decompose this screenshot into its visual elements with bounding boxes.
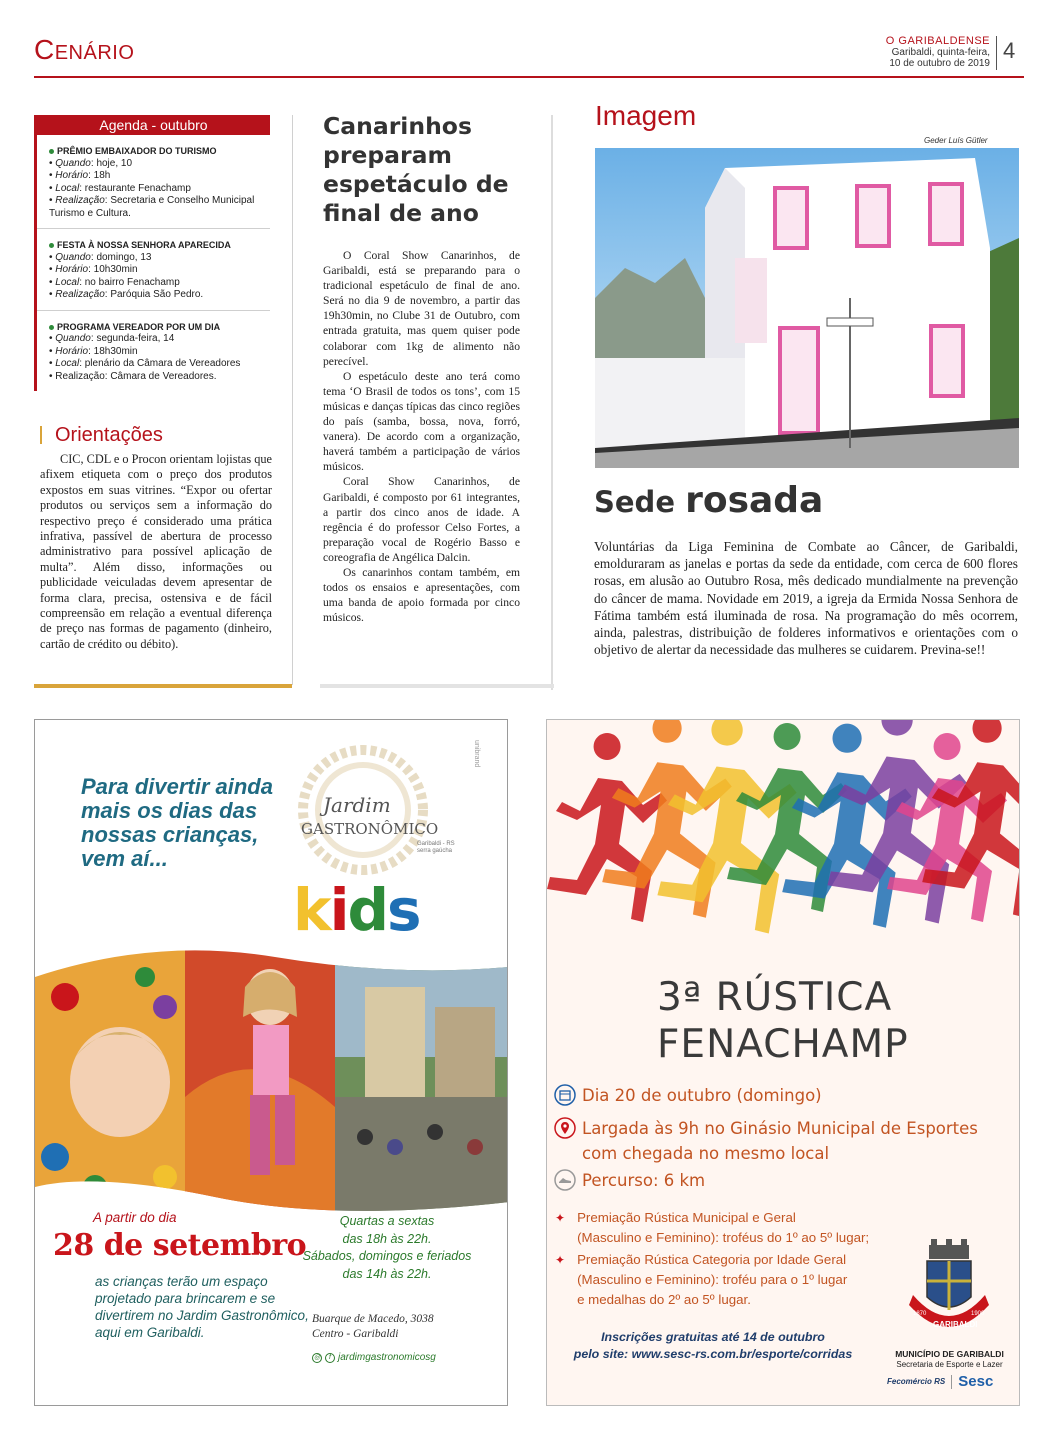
coat-of-arms-icon [899, 1235, 999, 1350]
agenda-label: Horário [55, 264, 89, 275]
article-body [323, 248, 520, 625]
banner-year-2: 1900 [971, 1311, 985, 1317]
agenda-label: Quando [55, 251, 91, 263]
event-distance [553, 1168, 705, 1193]
agenda-label: Quando [55, 157, 91, 169]
paper-name: O GARIBALDENSE [885, 35, 990, 47]
ad-description: as crianças terão um espaço projetado para brincarem e se divertirem no Jardim Gastronômico, aqui em Garibaldi. [95, 1274, 309, 1340]
agenda-value: domingo, 13 [96, 251, 152, 263]
ad-social [312, 1352, 436, 1363]
agenda-value: hoje, 10 [96, 157, 133, 169]
inscricoes-line-2: pelo site: www.sesc-rs.com.br/esporte/corridas [573, 1347, 853, 1361]
headline-part-2: rosada [685, 480, 824, 521]
page-separator [996, 36, 997, 70]
ad-photo-collage [35, 947, 508, 1215]
rustica-title-1: 3ª RÚSTICA [657, 975, 893, 1020]
article-paragraph: O Coral Show Canarinhos, de Garibaldi, está se preparando para o tradicional espetáculo de final de ano. Será no dia 9 de novembro, a partir das 19h30min, no Clube 31 de Outubro, com entrada gratuita, mas quem quiser pode colaborar com 1kg de alimento não perecível. [323, 249, 520, 368]
agenda-label: Realização [55, 289, 105, 300]
sesc-logo: Sesc [958, 1373, 994, 1390]
agenda-label: Realização [55, 195, 105, 206]
logo-sub-1: Garibaldi - RS [417, 841, 455, 847]
agenda-value: no bairro Fenachamp [84, 276, 180, 288]
hours-line: Quartas a sextas [339, 1214, 435, 1228]
premiacao-1 [555, 1208, 905, 1248]
ad-headline: Para divertir ainda mais os dias das nossas crianças, vem aí... [81, 774, 273, 871]
orientacoes-accent [40, 426, 42, 444]
premiacao-2 [555, 1250, 905, 1310]
sponsor-divider [951, 1375, 952, 1389]
column-rule [320, 684, 554, 688]
inscricoes [553, 1329, 873, 1363]
agenda-item-title: FESTA À NOSSA SENHORA APARECIDA [57, 240, 231, 250]
agenda-item-title: PRÊMIO EMBAIXADOR DO TURISMO [57, 146, 217, 156]
address-line: Centro - Garibaldi [312, 1328, 399, 1340]
imagem-label: Imagem [595, 100, 697, 131]
event-distance-text: Percurso: 6 km [582, 1171, 706, 1190]
article-paragraph: O espetáculo deste ano terá como tema ‘O Brasil de todos os tons’, com 15 músicas e danças típicas das cinco regiões do país (samba, bossa, nova, forró, vanera). De acordo com a organização, haverá também a participação de vários músicos. [323, 369, 520, 474]
logo-sub-2: serra gaúcha [417, 848, 453, 854]
agenda-label: Local [55, 182, 80, 194]
section-title: Cenário [34, 34, 135, 65]
agenda-item: PROGRAMA VEREADOR POR UM DIA • Quando: segunda-feira, 14 • Horário: 18h30min • Local: plenário da Câmara de Vereadores • Realização: Câmara de Vereadores. [49, 321, 241, 382]
orientacoes-title: Orientações [55, 424, 163, 446]
column-shadow [551, 115, 553, 690]
municipio-credit [882, 1349, 1017, 1370]
star-icon: ✦ [555, 1253, 566, 1267]
agenda-label: Horário [55, 170, 89, 181]
agenda-value: 18h [93, 170, 111, 181]
article-paragraph: Os canarinhos contam também, em todos os ensaios e apresentações, com uma banda de apoio formada por cinco músicos. [323, 565, 520, 625]
location-pin-icon [553, 1116, 577, 1140]
facebook-icon: f [325, 1353, 335, 1363]
article-headline: Canarinhos preparam espetáculo de final de ano [323, 112, 509, 227]
agenda-box [34, 115, 270, 391]
agenda-item: FESTA À NOSSA SENHORA APARECIDA • Quando: domingo, 13 • Horário: 10h30min • Local: no bairro Fenachamp • Realização: Paróquia São Pedro. [37, 229, 270, 311]
premiacao-line: (Masculino e Feminino): troféus do 1º ao 5º lugar; [577, 1230, 870, 1245]
kids-logo: kids [293, 876, 420, 940]
premiacao-line: (Masculino e Feminino): troféu para o 1º lugar [577, 1272, 848, 1287]
agenda-value: plenário da Câmara de Vereadores [84, 358, 241, 369]
jardim-logo [263, 740, 483, 940]
headline-part-1: Sede [594, 485, 686, 519]
article-paragraph: Coral Show Canarinhos, de Garibaldi, é composto por 61 integrantes, a partir dos cinco anos de idade. A regência é do professor Celso Fortes, a preparação vocal de Rogério Basso e coreografia de Angélica Dalcin. [323, 475, 520, 564]
runners-illustration [547, 720, 1020, 960]
premiacao-line: Premiação Rústica Categoria por Idade Geral [577, 1252, 847, 1267]
column-rule [34, 684, 292, 688]
hours-line: das 18h às 22h. [342, 1231, 432, 1246]
header-rule [34, 76, 1024, 78]
bullet-icon [49, 325, 54, 330]
agenda-label: Local [55, 276, 80, 288]
ad-rustica-fenachamp [546, 719, 1020, 1406]
photo-headline [594, 480, 823, 521]
hours-line: Sábados, domingos e feriados [302, 1249, 472, 1263]
bullet-icon [49, 149, 54, 154]
agenda-value: Paróquia São Pedro. [110, 289, 204, 300]
logo-script: Jardim [323, 793, 391, 817]
agenda-value: segunda-feira, 14 [96, 333, 175, 344]
premiacao-line: e medalhas do 2º ao 5º lugar. [577, 1292, 751, 1307]
calendar-icon [553, 1083, 577, 1107]
agenda-value: Secretaria e Conselho Municipal Turismo e Cultura. [49, 195, 255, 219]
bullet-icon [49, 243, 54, 248]
agenda-label: Local [55, 358, 80, 369]
event-place-line-1: Largada às 9h no Ginásio Municipal de Esportes [582, 1119, 978, 1138]
agenda-title: Agenda - outubro [37, 115, 270, 135]
event-place-line-2: com chegada no mesmo local [582, 1144, 830, 1163]
ad-a-partir: A partir do dia [93, 1210, 177, 1225]
agenda-value: Câmara de Vereadores. [110, 370, 217, 382]
sponsors [887, 1373, 993, 1390]
event-place [553, 1116, 978, 1166]
photo-credit: Geder Luís Gütler [924, 136, 988, 145]
column-divider [292, 115, 293, 685]
agenda-value: 18h30min [93, 345, 138, 357]
banner-text: GARIBALDI [933, 1320, 978, 1329]
instagram-icon: ◎ [313, 1353, 321, 1361]
municipio-name: MUNICÍPIO DE GARIBALDI [895, 1349, 1004, 1359]
event-date-text: Dia 20 de outubro (domingo) [582, 1086, 822, 1105]
ad-address [312, 1312, 434, 1342]
ad-date: 28 de setembro [53, 1228, 307, 1263]
ad-hours [297, 1213, 477, 1283]
hours-line: das 14h às 22h. [342, 1266, 432, 1281]
agenda-value: 10h30min [93, 264, 138, 275]
social-handle: jardimgastronomicosg [338, 1352, 436, 1363]
event-date [553, 1083, 822, 1108]
star-icon: ✦ [555, 1211, 566, 1225]
premiacao-line: Premiação Rústica Municipal e Geral [577, 1210, 796, 1225]
photo-pink-house [595, 148, 1019, 468]
runner-silhouette [547, 733, 667, 922]
agenda-label: Horário [55, 345, 89, 357]
rustica-title-2: FENACHAMP [657, 1022, 909, 1067]
banner-year-1: 1870 [913, 1311, 927, 1317]
dateline-1: Garibaldi, quinta-feira, [891, 47, 990, 58]
page-number: 4 [1003, 38, 1016, 63]
orientacoes-text: CIC, CDL e o Procon orientam lojistas que afixem etiqueta com o preço dos produtos expostos em suas vitrines. “Expor ou ofertar produtos ou serviços sem a informação do respectivo preço é considerado uma prática infrativa, passível de abertura de processo administrativo para possível aplicação de multa”. Além disso, informações ou publicidade veiculadas devem apresentar de forma clara, precisa, ostensiva e de fácil compreensão em relação a eventual diferença de preço nas formas de pagamento (dinheiro, cartão de crédito ou débito). [40, 452, 272, 651]
fecomercio-logo: Fecomércio RS [887, 1377, 946, 1386]
photo-caption: Voluntárias da Liga Feminina de Combate ao Câncer, de Garibaldi, emolduraram as janelas e portas da sede da entidade, com cerca de 600 flores rosas, em alusão ao Outubro Rosa, mês dedicado mundialmente na prevenção do câncer de mama. Novidade em 2019, a igreja da Ermida Nossa Senhora de Fátima também está iluminada de rosa. Na programação do mês ocorrem, ainda, palestras, distribuição de folderes informativos e orientações com o objetivo de alertar da necessidade das mulheres se cuidarem. Previna-se!! [594, 539, 1018, 658]
inscricoes-line-1: Inscrições gratuitas até 14 de outubro [601, 1330, 825, 1344]
agenda-label: Realização [55, 370, 105, 382]
secretaria-name: Secretaria de Esporte e Lazer [896, 1360, 1003, 1369]
agency-credit: unibrand [473, 740, 480, 768]
masthead [886, 36, 990, 69]
agenda-item: PRÊMIO EMBAIXADOR DO TURISMO • Quando: hoje, 10 • Horário: 18h • Local: restaurante Fenachamp • Realização: Secretaria e Conselho Municipal Turismo e Cultura. [37, 135, 270, 229]
address-line: Buarque de Macedo, 3038 [312, 1313, 434, 1325]
agenda-item-title: PROGRAMA VEREADOR POR UM DIA [57, 321, 221, 332]
agenda-label: Quando [55, 333, 91, 344]
ad-jardim-gastronomico [34, 719, 508, 1406]
logo-main: GASTRONÔMICO [301, 820, 439, 838]
agenda-value: restaurante Fenachamp [84, 182, 191, 194]
shoe-icon [553, 1168, 577, 1192]
dateline-2: 10 de outubro de 2019 [889, 58, 990, 69]
